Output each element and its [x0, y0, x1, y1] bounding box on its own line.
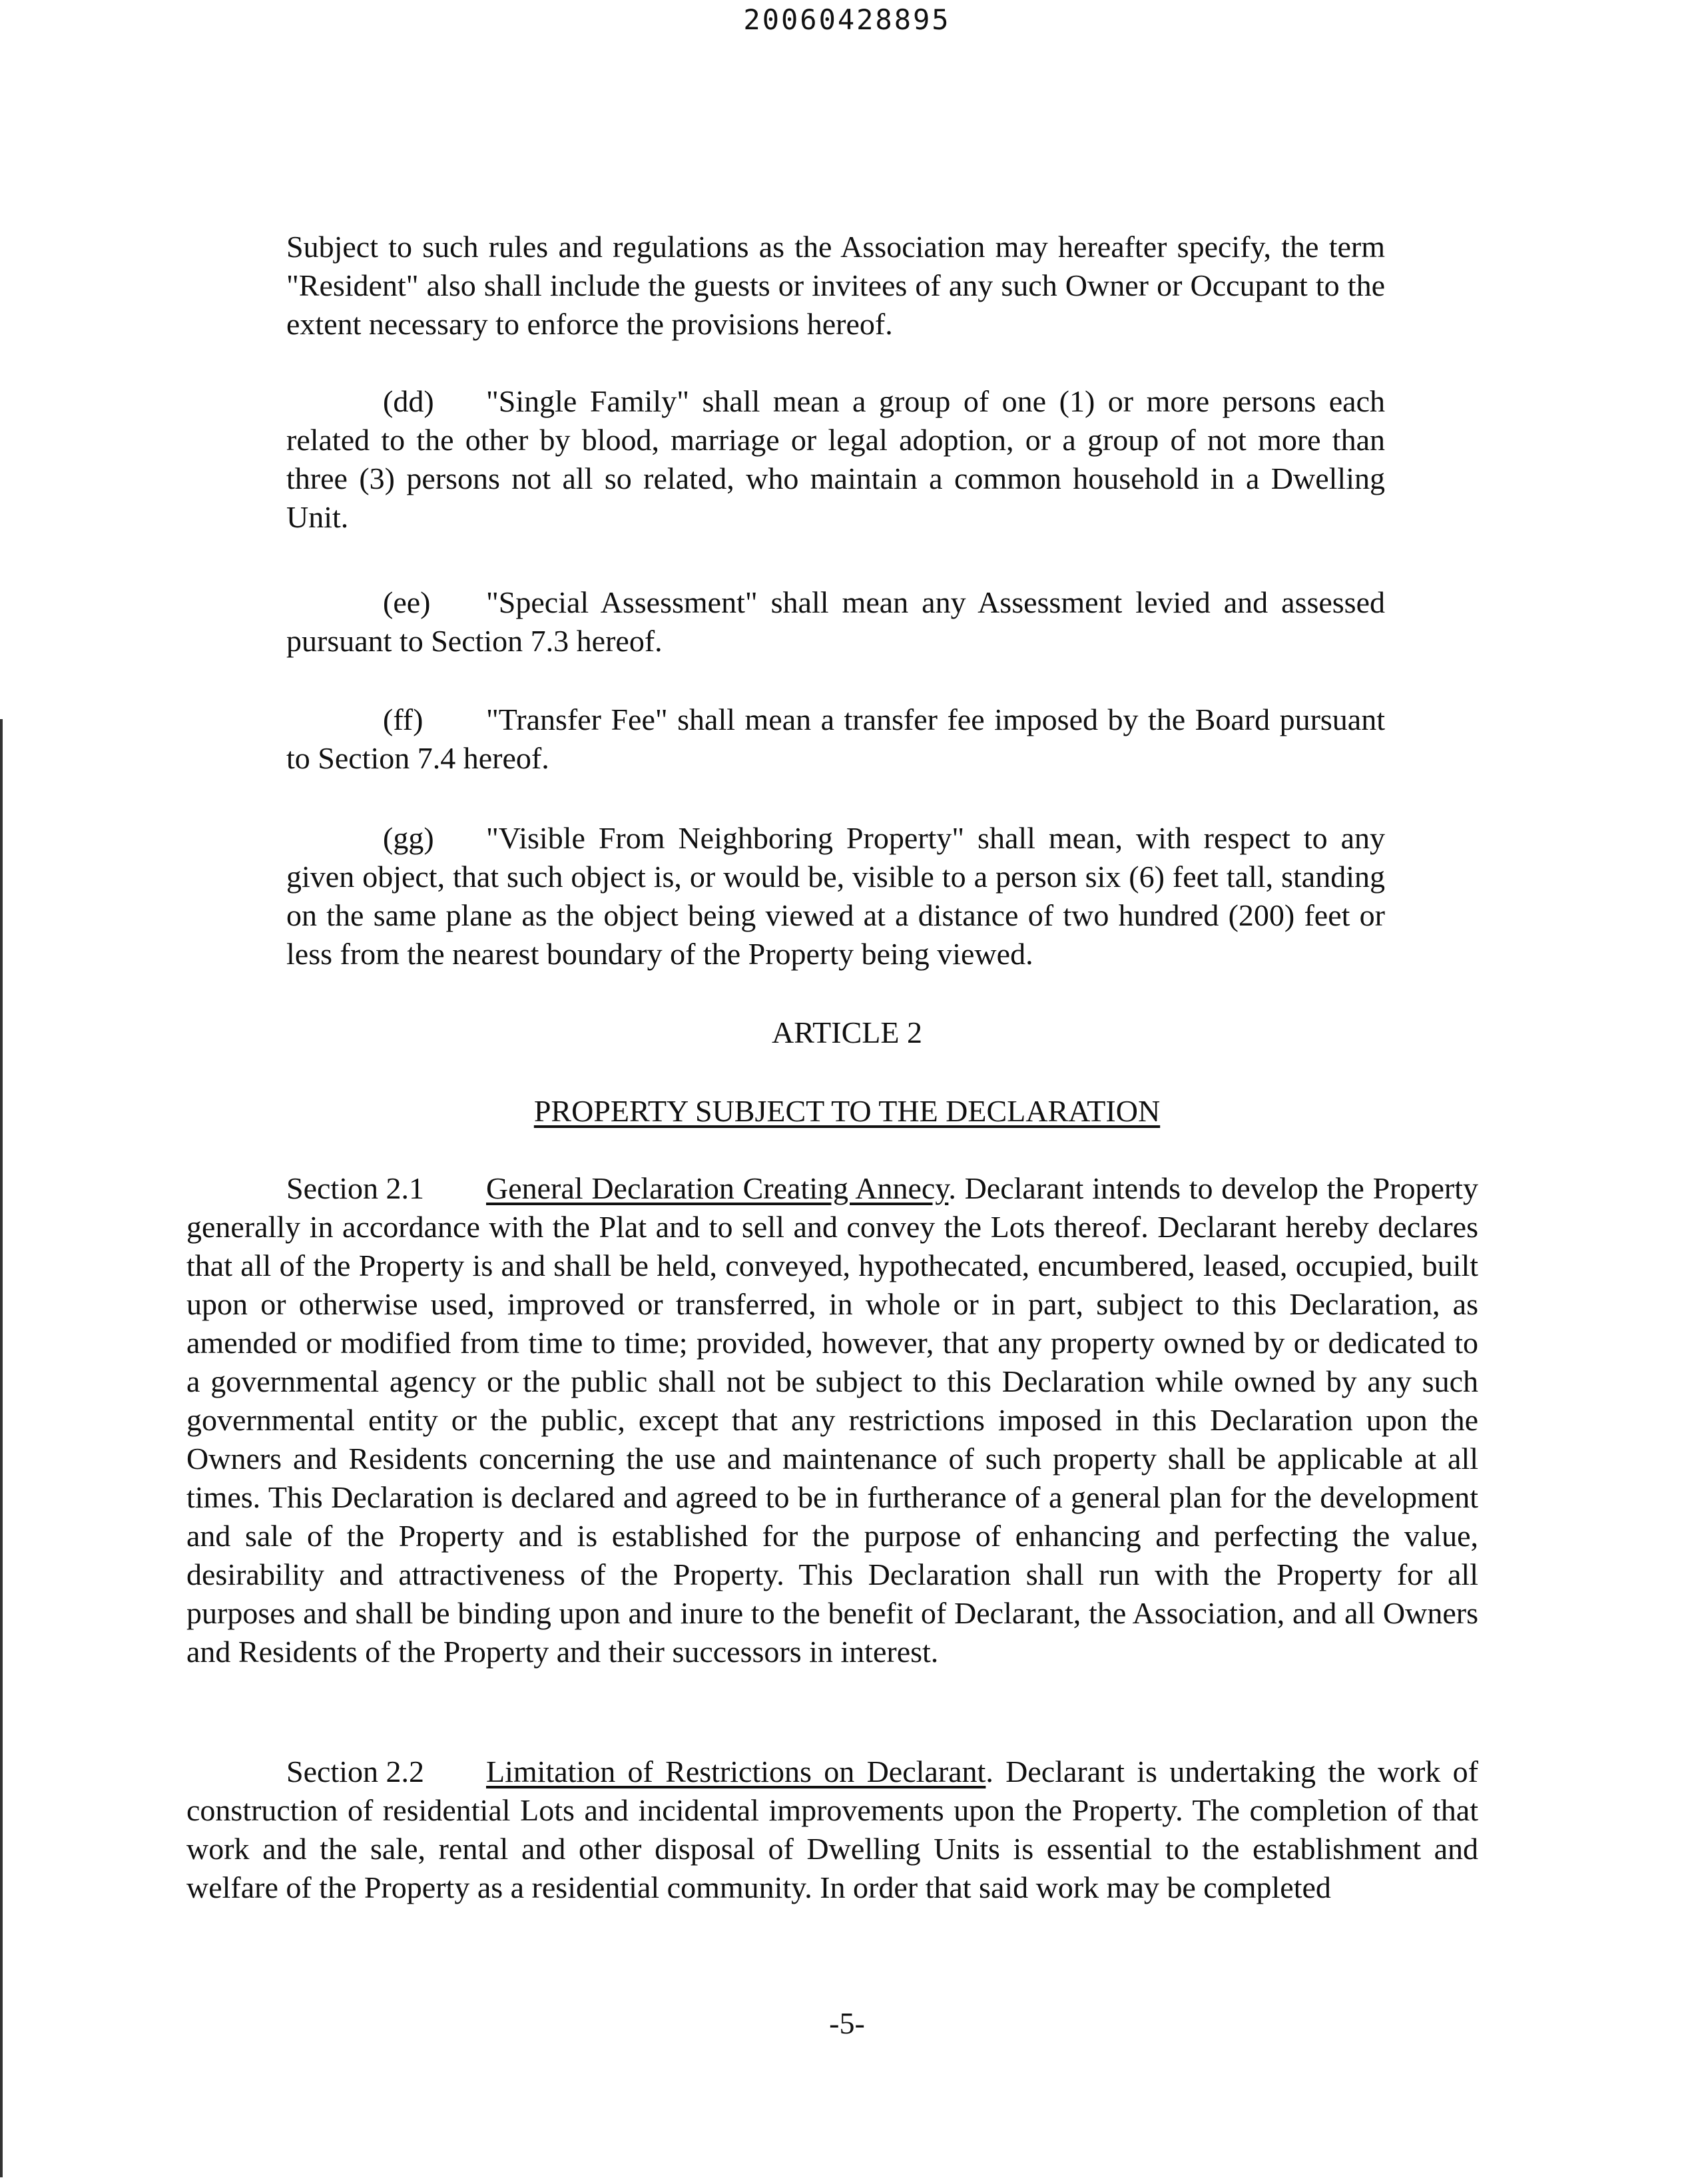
section-2-2-title: Limitation of Restrictions on Declarant: [486, 1755, 986, 1788]
definition-gg: [286, 819, 1385, 973]
section-2-1: [186, 1169, 1478, 1671]
section-2-1-text: . Declarant intends to develop the Property generally in accordance with the Plat and to sell and convey the Lots thereof. Declarant hereby declares that all of the Property is and shall be held, conveyed, hypothecated, encumbered, leased, occupied, built upon or otherwise used, improved or transferred, in whole or in part, subject to this Declaration, as amended or modified from time to time; provided, however, that any property owned by or dedicated to a governmental agency or the public shall not be subject to this Declaration while owned by any such governmental entity or the public, except that any restrictions imposed in this Declaration upon the Owners and Residents concerning the use and maintenance of such property shall be applicable at all times. This Declaration is declared and agreed to be in furtherance of a general plan for the development and sale of the Property and is established for the purpose of enhancing and perfecting the value, desirability and attractiveness of the Property. This Declaration shall run with the Property for all purposes and shall be binding upon and inure to the benefit of Declarant, the Association, and all Owners and Residents of the Property and their successors in interest.: [186, 1171, 1478, 1669]
definition-ff-label: (ff): [383, 702, 424, 736]
definition-ee-label: (ee): [383, 585, 431, 619]
definition-ff: [286, 700, 1385, 778]
definition-ee-text: "Special Assessment" shall mean any Assessment levied and assessed pursuant to Section 7.3 hereof.: [286, 585, 1385, 658]
section-2-1-number: Section 2.1: [286, 1171, 424, 1205]
page-number: -5-: [829, 2006, 865, 2040]
article-title-text: PROPERTY SUBJECT TO THE DECLARATION: [533, 1094, 1161, 1128]
definition-dd-label: (dd): [383, 384, 434, 418]
definition-ff-text: "Transfer Fee" shall mean a transfer fee imposed by the Board pursuant to Section 7.4 hereof.: [286, 702, 1385, 775]
scan-margin-line: [0, 719, 3, 2177]
resident-definition-continuation: [286, 228, 1385, 344]
section-2-2: [186, 1753, 1478, 1907]
definition-ee: [286, 583, 1385, 661]
definition-dd: [286, 382, 1385, 537]
article-heading: ARTICLE 2: [772, 1015, 922, 1049]
resident-definition-text: Subject to such rules and regulations as the Association may hereafter specify, the term "Resident" also shall include the guests or invitees of any such Owner or Occupant to the extent necessary to enforce the provisions hereof.: [286, 230, 1385, 341]
definition-gg-text: "Visible From Neighboring Property" shall mean, with respect to any given object, that such object is, or would be, visible to a person six (6) feet tall, standing on the same plane as the object being viewed at a distance of two hundred (200) feet or less from the nearest boundary of the Property being viewed.: [286, 821, 1385, 971]
section-2-2-text: . Declarant is undertaking the work of construction of residential Lots and incidental improvements upon the Property. The completion of that work and the sale, rental and other disposal of Dwelling Units is essential to the establishment and welfare of the Property as a residential community. In order that said work may be completed: [186, 1755, 1478, 1904]
section-2-1-title: General Declaration Creating Annecy: [486, 1171, 949, 1205]
definition-gg-label: (gg): [383, 821, 434, 855]
document-number: 20060428895: [743, 3, 951, 36]
section-2-2-number: Section 2.2: [286, 1755, 424, 1788]
article-title: [0, 1092, 1694, 1131]
definition-dd-text: "Single Family" shall mean a group of one (1) or more persons each related to the other by blood, marriage or legal adoption, or a group of not more than three (3) persons not all so related, who maintain a common household in a Dwelling Unit.: [286, 384, 1385, 534]
